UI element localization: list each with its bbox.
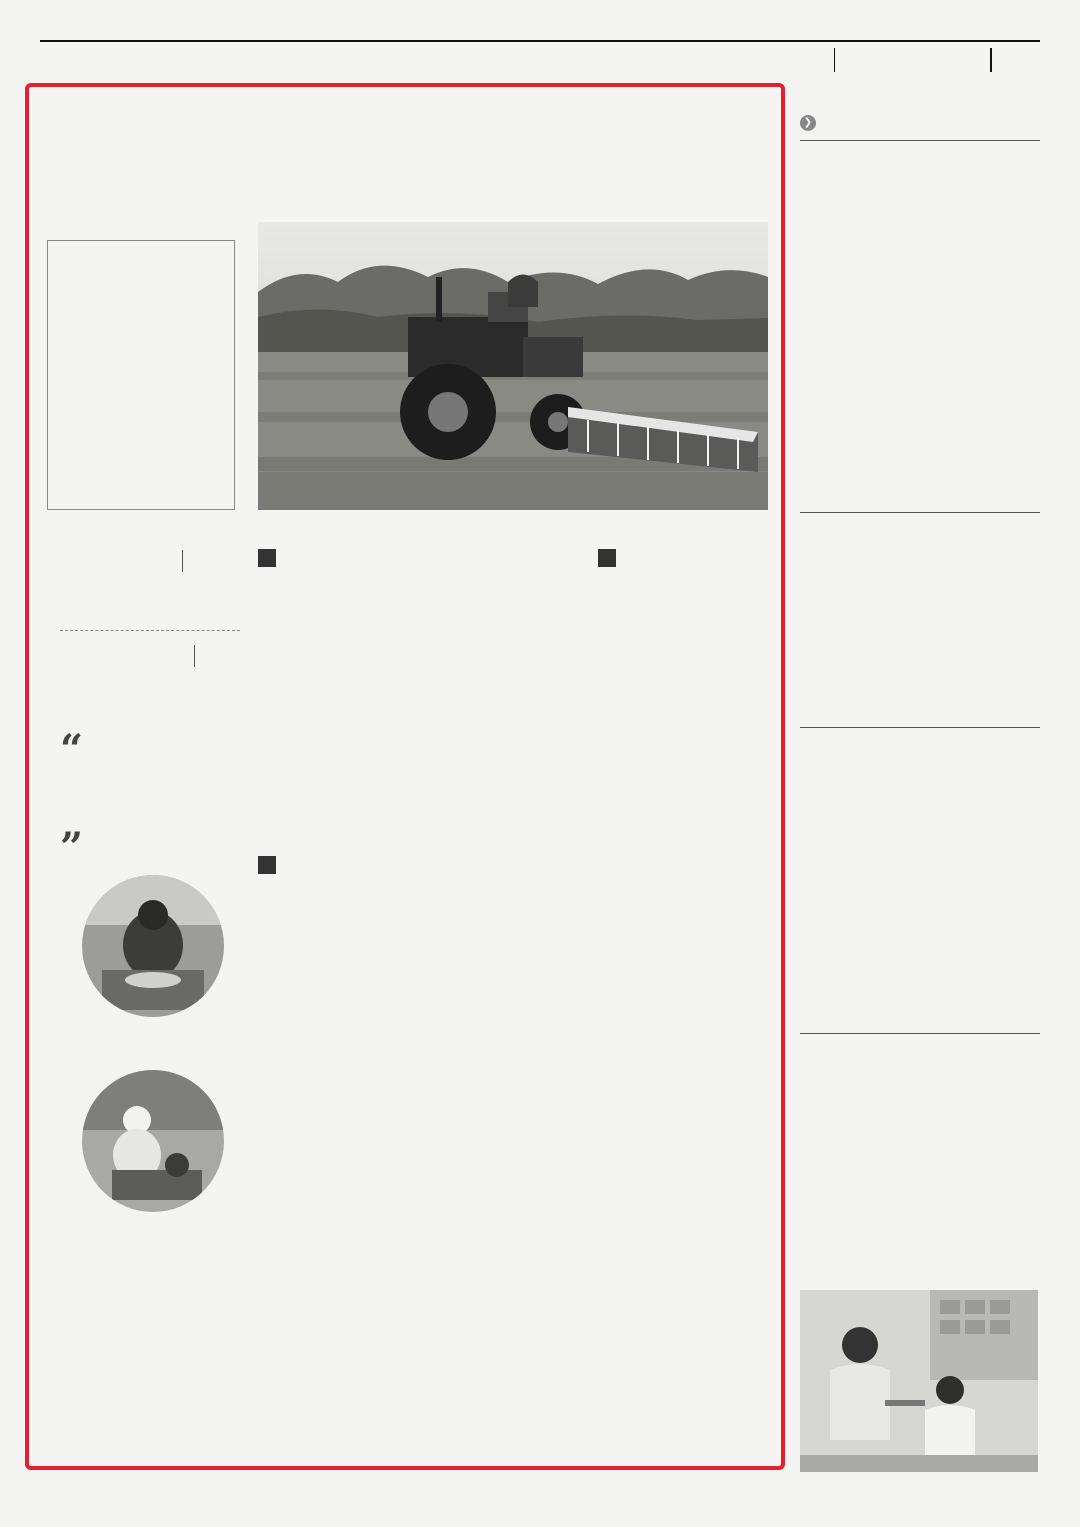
dashed-divider xyxy=(60,630,240,632)
news-body xyxy=(800,1076,1038,1274)
section-number xyxy=(598,549,616,567)
divider xyxy=(800,1033,1040,1034)
news-body xyxy=(800,190,1038,515)
section-number xyxy=(258,549,276,567)
section-1-col-a xyxy=(258,582,418,852)
news-body xyxy=(800,552,1038,722)
tea-ceremony-photo xyxy=(800,1290,1038,1472)
open-quote-icon: “ xyxy=(60,726,84,773)
close-quote-icon: ” xyxy=(60,824,84,871)
feature-intro-box xyxy=(47,240,235,510)
section-1-col-b xyxy=(425,582,585,852)
page-header xyxy=(40,40,1040,82)
section-2-col-b xyxy=(425,890,585,1452)
section-2-col-a xyxy=(258,890,418,1452)
news-body xyxy=(800,792,1038,1027)
divider xyxy=(800,512,1040,513)
pull-quote xyxy=(60,765,240,845)
divider xyxy=(800,727,1040,728)
hand-pounding-photo xyxy=(82,875,224,1017)
photo-caption xyxy=(800,1475,1038,1525)
pressing-moxa-photo xyxy=(82,1070,224,1212)
stat-area-desc xyxy=(60,580,240,622)
tractor-harvest-photo xyxy=(258,222,768,510)
header-divider xyxy=(990,48,992,72)
section-3-column xyxy=(596,600,768,1438)
header-divider xyxy=(834,48,835,72)
stat-divider xyxy=(194,645,195,667)
stat-fund-desc xyxy=(60,675,240,717)
chevron-right-icon: ❯ xyxy=(800,115,816,131)
stat-divider xyxy=(182,550,183,572)
divider xyxy=(800,140,1040,141)
section-number xyxy=(258,856,276,874)
